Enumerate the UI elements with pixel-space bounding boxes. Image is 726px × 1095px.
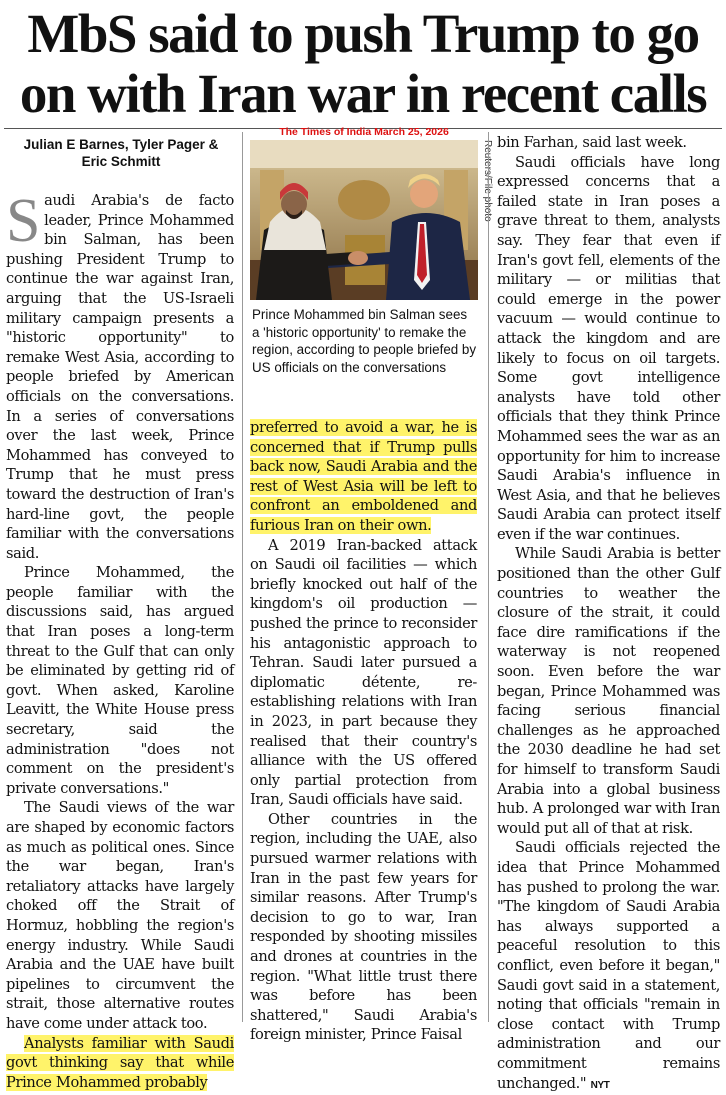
dateline-tag: The Times of India March 25, 2026 [279,126,449,138]
highlighted-text: preferred to avoid a war, he is concerned that if Trump pulls back now, Saudi Arabia and the rest of West Asia will be left to confront an emboldened and furious Iran on their own. [250,419,477,534]
article-paragraph [497,838,720,1095]
handshake-photo-illustration [250,140,478,300]
paragraph-text: Saudi officials rejected the idea that Prince Mohammed has pushed to prolong the war. "The kingdom of Saudi Arabia has always supported a peaceful resolution to this conflict, even before it began," Saudi govt said in a statement, noting that officials "remain in close contact with Trump administration and our commitment remains unchanged." [497,839,720,1092]
article-paragraph: A 2019 Iran-backed attack on Saudi oil facilities — which briefly knocked out half of the kingdom's oil production — pushed the prince to reconsider his antagonistic approach to Tehran. Saudi later pursued a diplomatic détente, re-establishing relations with Iran in 2023, in part because they realised that their country's alliance with the US offered only partial protection from Iran, Saudi officials have said. [250,536,477,809]
drop-cap: S [6,187,41,255]
article-paragraph: Saudi officials have long expressed concerns that a failed state in Iran poses a grave threat to them, analysts say. They fear that even if Iran's govt fell, elements of the military — or militias that could emerge in the power vacuum — would continue to attack the kingdom and are likely to focus on oil targets. Some govt intelligence analysts have told other officials that they think Prince Mohammed sees the war as an opportunity for him to increase Saudi Arabia's influence in West Asia, and that he believes Saudi Arabia can protect itself even if the war continues. [497,153,720,543]
column-divider [242,132,243,1022]
article-paragraph [6,1034,234,1093]
article-paragraph: While Saudi Arabia is better positioned than the other Gulf countries to weather the closure of the strait, it could face dire ramifications if the waterway is not reopened soon. Even before the war began, Prince Mohammed was facing serious financial challenges as he approached the 2030 deadline he had set for himself to transform Saudi Arabia into a global business hub. A prolonged war with Iran would put all of that at risk. [497,545,720,837]
column-divider [488,132,489,1022]
article-paragraph: bin Farhan, said last week. [497,134,687,151]
headline: MbS said to push Trump to go on with Iran war in recent calls [19,3,707,124]
article-paragraph [250,418,477,536]
byline: Julian E Barnes, Tyler Pager & Eric Schmitt [23,137,219,169]
column-3 [497,133,720,1095]
news-photo [250,140,478,300]
photo-caption: Prince Mohammed bin Salman sees a 'historic opportunity' to remake the region, according to people briefed by US officials on the conversations [252,307,477,375]
column-1 [6,187,234,1092]
article-paragraph: Prince Mohammed, the people familiar with the discussions said, has argued that Iran poses a long-term threat to the Gulf that can only be eliminated by getting rid of govt. When asked, Karoline Leavitt, the White House press secretary, said the administration "does not comment on the president's private conversations." [6,564,234,797]
article-paragraph [6,187,234,563]
paragraph-text: audi Arabia's de facto leader, Prince Mohammed bin Salman, has been pushing President Trump to continue the war against Iran, arguing that the US-Israeli military campaign presents a "historic opportunity" to remake West Asia, according to people briefed by American officials on the conversations. In a series of conversations over the last week, Prince Mohammed has conveyed to Trump that he must press toward the destruction of Iran's hard-line govt, the people familiar with the conversations said. [6,192,234,562]
photo-credit [479,140,493,240]
article-paragraph: Other countries in the region, including the UAE, also pursued warmer relations with Iran in the past few years for similar reasons. After Trump's decision to go to war, Iran responded by shooting missiles and drones at countries in the region. "What little trust there was before has been shattered," Saudi Arabia's foreign minister, Prince Faisal [250,810,477,1044]
column-2 [250,418,477,1045]
highlighted-text: Analysts familiar with Saudi govt thinking say that while Prince Mohammed probably [6,1034,234,1091]
signoff: NYT [590,1079,610,1091]
article-paragraph: The Saudi views of the war are shaped by economic factors as much as political ones. Since the war began, Iran's retaliatory attacks have largely choked off the Strait of Hormuz, hobbling the region's energy industry. While Saudi Arabia and the UAE have built pipelines to circumvent the strait, those alternative routes have come under attack too. [6,799,234,1032]
